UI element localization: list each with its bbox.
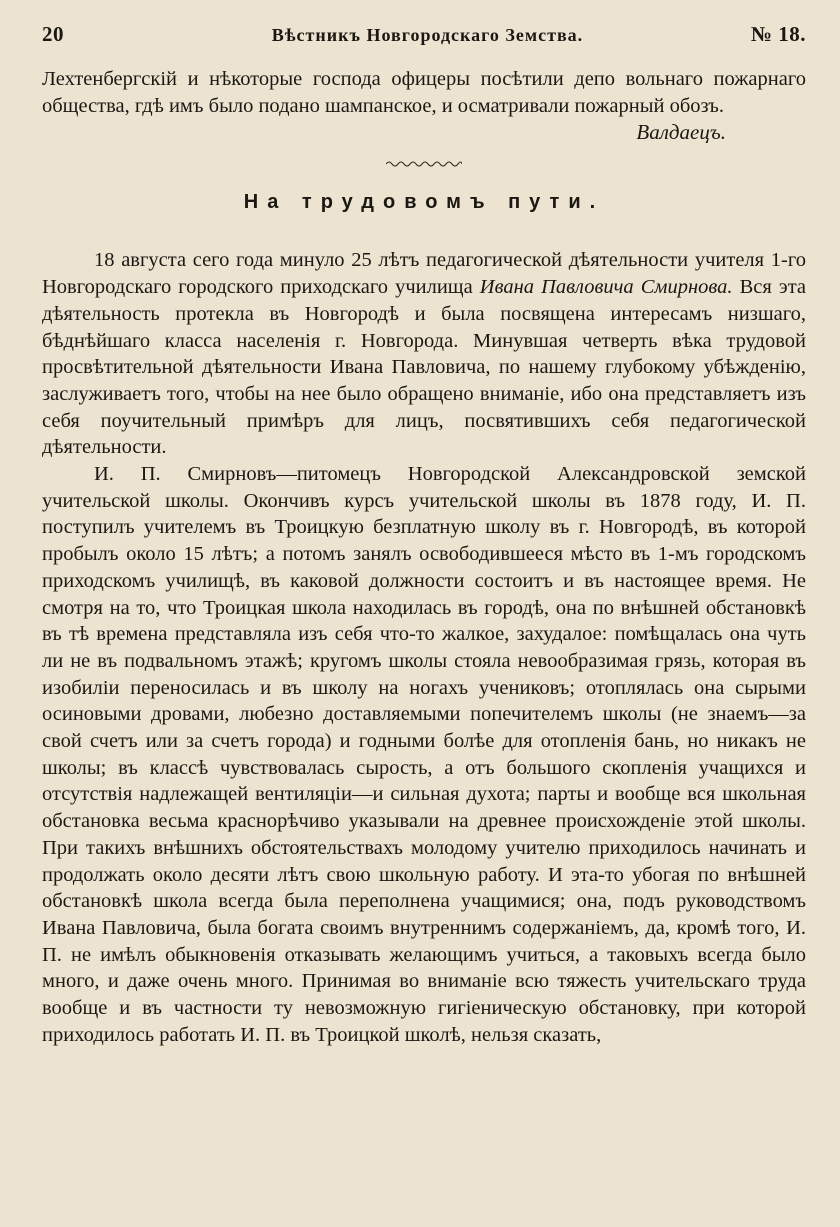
article-paragraph-2: И. П. Смирновъ—питомецъ Новгородской Александровской земской учительской школы. Окончивъ курсъ учительской школы въ 1878 году, И. П. поступилъ учителемъ въ Троицкую безплатную школу въ г. Новгородѣ, въ которой пробылъ около 15 лѣтъ; а потомъ занялъ освободившееся мѣсто въ 1-мъ городскомъ приходскомъ училищѣ, въ каковой должности состоитъ и въ настоящее время. Не смотря на то, что Троицкая школа находилась въ городѣ, она по внѣшней обстановкѣ въ тѣ времена представляла изъ себя что-то жалкое, захудалое: помѣщалась она чуть ли не въ подвальномъ этажѣ; кругомъ школы стояла невообразимая грязь, которая въ изобиліи переносилась и въ школу на ногахъ учениковъ; отоплялась она сырыми осиновыми дровами, любезно доставляемыми попечителемъ школы (не знаемъ—за свой счетъ или за счетъ города) и годными болѣе для отопленія бань, но никакъ не школы; въ классѣ чувствовалась сырость, а отъ большого скопленія учащихся и отсутствія надлежащей вентиляціи—и сильная духота; парты и вообще вся школьная обстановка весьма краснорѣчиво указывали на древнее происхожденіе этой школы. При такихъ внѣшнихъ обстоятельствахъ молодому учителю приходилось начинать и продолжать около десяти лѣтъ свою школьную работу. И эта-то убогая по внѣшней обстановкѣ школа всегда была переполнена учащимися; она, подъ руководствомъ Ивана Павловича, была богата своимъ внутреннимъ содержаніемъ, да, кромѣ того, И. П. не имѣлъ обыкновенія отказывать желающимъ учиться, а таковыхъ всегда было много, и даже очень много. Принимая во вниманіе всю тяжесть учительскаго труда вообще и въ частности ту невозможную гигіеническую обстановку, при которой приходилось работать И. П. въ Троицкой школѣ, нельзя сказать, (42, 463, 806, 1046)
teacher-name: Ивана Павловича Смирнова. (479, 276, 733, 299)
author-signature: Валдаецъ. (636, 120, 726, 145)
section-divider (42, 153, 806, 163)
article-title: На трудовомъ пути. (243, 191, 605, 214)
issue-number: № 18. (750, 22, 806, 46)
wavy-line-ornament (386, 160, 462, 168)
journal-title: Вѣстникъ Новгородскаго Земства. (271, 25, 584, 45)
article-paragraph-1 (42, 247, 806, 461)
page-number: 20 (42, 22, 64, 46)
previous-article-ending: Лехтенбергскій и нѣкоторые господа офицеры посѣтили депо вольнаго пожарнаго общества, гдѣ имъ было подано шампанское, и осматривали пожарный обозъ. (42, 68, 806, 117)
running-header (42, 22, 806, 54)
paragraph-1-opening: 18 августа сего года минуло 25 лѣтъ педагогической дѣятельности учителя 1-го Новгородскаго городского приходскаго училища (42, 249, 806, 299)
paragraph-1-rest: Вся эта дѣятельность протекла въ Новгородѣ и была посвящена интересамъ низшаго, бѣднѣйшаго класса населенія г. Новгорода. Минувшая четверть вѣка трудовой просвѣтительной дѣятельности Ивана Павловича, по нашему глубокому убѣжденію, заслуживаетъ того, чтобы на нее было обращено вниманіе, ибо она представляетъ изъ себя поучительный примѣръ для лицъ, посвятившихъ себя педагогической дѣятельности. (42, 276, 806, 459)
